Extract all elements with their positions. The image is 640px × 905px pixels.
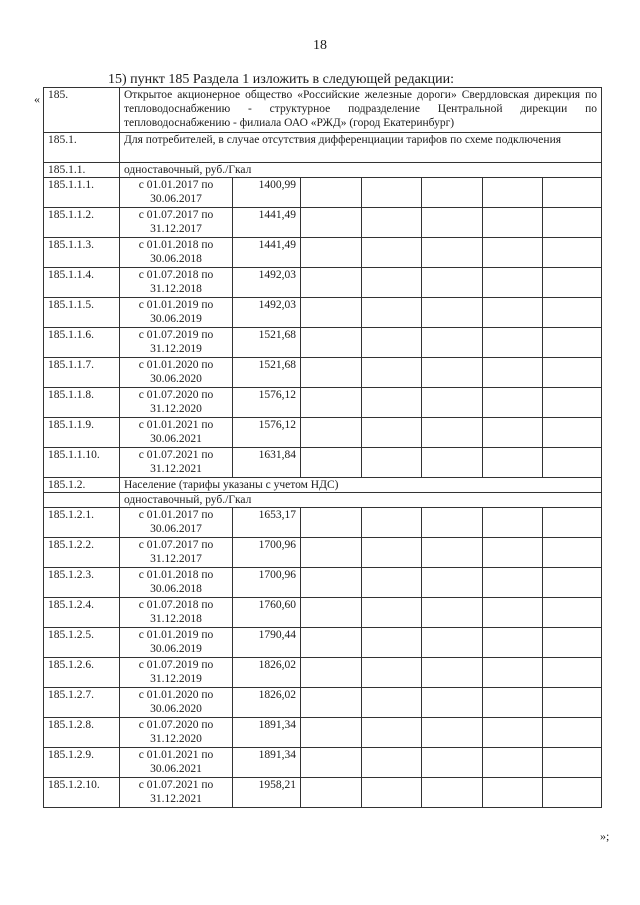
row-code: 185.1.1.4. (44, 268, 120, 298)
empty-cell (483, 718, 543, 748)
empty-cell (483, 328, 543, 358)
tariff-row (44, 688, 602, 718)
row-period: с 01.07.2019 по 31.12.2019 (120, 328, 233, 358)
empty-cell (543, 778, 602, 808)
tariff-row (44, 268, 602, 298)
empty-cell (362, 658, 422, 688)
tariff-row (44, 238, 602, 268)
empty-cell (422, 538, 483, 568)
empty-cell (483, 598, 543, 628)
tariff-row (44, 628, 602, 658)
row-code: 185.1.1.5. (44, 298, 120, 328)
empty-cell (362, 628, 422, 658)
row-period: с 01.07.2018 по 31.12.2018 (120, 598, 233, 628)
empty-cell (422, 568, 483, 598)
org-name: Открытое акционерное общество «Российские железные дороги» Свердловская дирекция по тепловодоснабжению - структурное подразделение Центральной дирекции по тепловодоснабжению - филиала ОАО «РЖД» (город Екатеринбург) (120, 88, 602, 133)
empty-cell (543, 598, 602, 628)
empty-cell (422, 388, 483, 418)
row-code: 185.1.2.9. (44, 748, 120, 778)
row-period: с 01.07.2018 по 31.12.2018 (120, 268, 233, 298)
tariff-row (44, 568, 602, 598)
empty-cell (301, 508, 362, 538)
empty-cell (362, 238, 422, 268)
empty-cell (301, 448, 362, 478)
row-period: с 01.01.2018 по 30.06.2018 (120, 238, 233, 268)
empty-cell (483, 238, 543, 268)
empty-cell (483, 778, 543, 808)
empty-cell (543, 358, 602, 388)
row-code: 185.1.2.10. (44, 778, 120, 808)
empty-cell (543, 748, 602, 778)
empty-cell (301, 208, 362, 238)
empty-cell (543, 718, 602, 748)
row-period: с 01.01.2021 по 30.06.2021 (120, 418, 233, 448)
empty-cell (543, 388, 602, 418)
row-code: 185.1.1.2. (44, 208, 120, 238)
row-value: 1826,02 (233, 688, 301, 718)
tariff-row (44, 718, 602, 748)
empty-cell (422, 598, 483, 628)
empty-cell (422, 658, 483, 688)
row-code: 185.1.1.1. (44, 178, 120, 208)
empty-cell (483, 208, 543, 238)
empty-cell (362, 418, 422, 448)
empty-cell (483, 268, 543, 298)
empty-cell (483, 748, 543, 778)
row-value: 1521,68 (233, 328, 301, 358)
row-period: с 01.01.2019 по 30.06.2019 (120, 628, 233, 658)
empty-cell (362, 538, 422, 568)
empty-cell (483, 418, 543, 448)
row-value: 1441,49 (233, 238, 301, 268)
tariff-row (44, 748, 602, 778)
population-row-code: 185.1.2. (44, 478, 120, 493)
empty-cell (543, 628, 602, 658)
row-period: с 01.01.2017 по 30.06.2017 (120, 178, 233, 208)
empty-cell (362, 748, 422, 778)
row-code: 185.1.1.8. (44, 388, 120, 418)
row-value: 1760,60 (233, 598, 301, 628)
section1-header-row (44, 163, 602, 178)
empty-cell (422, 628, 483, 658)
empty-cell (362, 358, 422, 388)
empty-cell (362, 328, 422, 358)
empty-cell (422, 268, 483, 298)
tariff-row (44, 388, 602, 418)
empty-cell (301, 778, 362, 808)
empty-cell (301, 178, 362, 208)
empty-cell (422, 208, 483, 238)
empty-cell (422, 418, 483, 448)
row-period: с 01.01.2021 по 30.06.2021 (120, 748, 233, 778)
population-row-label: Население (тарифы указаны с учетом НДС) (120, 478, 602, 493)
empty-cell (483, 538, 543, 568)
page-number: 18 (313, 38, 327, 53)
row-value: 1653,17 (233, 508, 301, 538)
empty-cell (301, 658, 362, 688)
open-quote: « (34, 92, 40, 106)
empty-cell (543, 178, 602, 208)
row-period: с 01.07.2019 по 31.12.2019 (120, 658, 233, 688)
row-code: 185.1.2.3. (44, 568, 120, 598)
empty-cell (422, 778, 483, 808)
row-code: 185.1.2.5. (44, 628, 120, 658)
row-value: 1441,49 (233, 208, 301, 238)
section1-code: 185.1.1. (44, 163, 120, 178)
row-code: 185.1.1.9. (44, 418, 120, 448)
row-value: 1826,02 (233, 658, 301, 688)
row-code: 185.1.2.6. (44, 658, 120, 688)
empty-cell (483, 568, 543, 598)
empty-cell (422, 238, 483, 268)
empty-cell (301, 238, 362, 268)
consumers-row (44, 133, 602, 163)
row-period: с 01.07.2017 по 31.12.2017 (120, 538, 233, 568)
empty-cell (362, 448, 422, 478)
empty-cell (422, 178, 483, 208)
tariff-row (44, 538, 602, 568)
empty-cell (362, 208, 422, 238)
empty-cell (483, 388, 543, 418)
empty-cell (483, 178, 543, 208)
empty-cell (543, 208, 602, 238)
empty-cell (362, 568, 422, 598)
amendment-heading: 15) пункт 185 Раздела 1 изложить в следующей редакции: (108, 72, 454, 87)
tariff-row (44, 178, 602, 208)
section2-header-row (44, 493, 602, 508)
row-period: с 01.01.2020 по 30.06.2020 (120, 688, 233, 718)
close-quote: »; (600, 829, 610, 843)
row-value: 1576,12 (233, 388, 301, 418)
tariff-row (44, 298, 602, 328)
tariff-row (44, 328, 602, 358)
empty-cell (422, 748, 483, 778)
empty-cell (483, 358, 543, 388)
population-row (44, 478, 602, 493)
empty-cell (543, 418, 602, 448)
empty-cell (483, 628, 543, 658)
row-code: 185.1.1.6. (44, 328, 120, 358)
section1-label: одноставочный, руб./Гкал (120, 163, 602, 178)
empty-cell (362, 778, 422, 808)
empty-cell (483, 298, 543, 328)
row-period: с 01.07.2021 по 31.12.2021 (120, 778, 233, 808)
empty-cell (543, 538, 602, 568)
empty-cell (543, 688, 602, 718)
empty-cell (301, 418, 362, 448)
empty-cell (483, 508, 543, 538)
tariff-row (44, 658, 602, 688)
empty-cell (543, 448, 602, 478)
tariff-row (44, 778, 602, 808)
consumers-label: Для потребителей, в случае отсутствия дифференциации тарифов по схеме подключения (120, 133, 602, 163)
row-code: 185.1.2.4. (44, 598, 120, 628)
empty-cell (301, 358, 362, 388)
empty-cell (301, 718, 362, 748)
section2-header-row-code (44, 493, 120, 508)
empty-cell (483, 658, 543, 688)
row-code: 185.1.2.2. (44, 538, 120, 568)
row-value: 1891,34 (233, 718, 301, 748)
tariff-table-body (44, 88, 602, 808)
row-period: с 01.01.2018 по 30.06.2018 (120, 568, 233, 598)
row-value: 1891,34 (233, 748, 301, 778)
empty-cell (543, 568, 602, 598)
empty-cell (301, 748, 362, 778)
row-value: 1790,44 (233, 628, 301, 658)
empty-cell (301, 688, 362, 718)
empty-cell (362, 298, 422, 328)
empty-cell (422, 448, 483, 478)
empty-cell (543, 268, 602, 298)
row-code: 185.1.2.7. (44, 688, 120, 718)
empty-cell (422, 688, 483, 718)
empty-cell (543, 658, 602, 688)
empty-cell (362, 598, 422, 628)
row-period: с 01.07.2021 по 31.12.2021 (120, 448, 233, 478)
empty-cell (301, 388, 362, 418)
empty-cell (362, 688, 422, 718)
row-period: с 01.01.2019 по 30.06.2019 (120, 298, 233, 328)
row-period: с 01.07.2020 по 31.12.2020 (120, 718, 233, 748)
row-code: 185.1.1.10. (44, 448, 120, 478)
row-value: 1492,03 (233, 268, 301, 298)
empty-cell (422, 508, 483, 538)
org-code: 185. (44, 88, 120, 133)
tariff-row (44, 598, 602, 628)
row-value: 1492,03 (233, 298, 301, 328)
empty-cell (422, 298, 483, 328)
empty-cell (362, 508, 422, 538)
empty-cell (301, 268, 362, 298)
tariff-row (44, 448, 602, 478)
section2-header-row-label: одноставочный, руб./Гкал (120, 493, 602, 508)
empty-cell (301, 628, 362, 658)
row-value: 1700,96 (233, 568, 301, 598)
row-period: с 01.07.2020 по 31.12.2020 (120, 388, 233, 418)
empty-cell (543, 298, 602, 328)
row-period: с 01.01.2017 по 30.06.2017 (120, 508, 233, 538)
empty-cell (301, 598, 362, 628)
empty-cell (362, 718, 422, 748)
empty-cell (301, 298, 362, 328)
tariff-table (43, 87, 602, 808)
empty-cell (483, 448, 543, 478)
row-code: 185.1.2.8. (44, 718, 120, 748)
row-value: 1631,84 (233, 448, 301, 478)
tariff-row (44, 208, 602, 238)
empty-cell (483, 688, 543, 718)
empty-cell (543, 328, 602, 358)
row-value: 1576,12 (233, 418, 301, 448)
row-code: 185.1.1.3. (44, 238, 120, 268)
empty-cell (301, 328, 362, 358)
row-period: с 01.01.2020 по 30.06.2020 (120, 358, 233, 388)
empty-cell (301, 538, 362, 568)
row-period: с 01.07.2017 по 31.12.2017 (120, 208, 233, 238)
row-value: 1958,21 (233, 778, 301, 808)
row-value: 1700,96 (233, 538, 301, 568)
row-value: 1521,68 (233, 358, 301, 388)
empty-cell (362, 268, 422, 298)
tariff-row (44, 508, 602, 538)
empty-cell (543, 508, 602, 538)
row-code: 185.1.2.1. (44, 508, 120, 538)
empty-cell (422, 328, 483, 358)
tariff-row (44, 418, 602, 448)
empty-cell (301, 568, 362, 598)
tariff-row (44, 358, 602, 388)
row-code: 185.1.1.7. (44, 358, 120, 388)
empty-cell (543, 238, 602, 268)
empty-cell (362, 388, 422, 418)
empty-cell (422, 358, 483, 388)
org-row (44, 88, 602, 133)
row-value: 1400,99 (233, 178, 301, 208)
empty-cell (362, 178, 422, 208)
consumers-code: 185.1. (44, 133, 120, 163)
empty-cell (422, 718, 483, 748)
